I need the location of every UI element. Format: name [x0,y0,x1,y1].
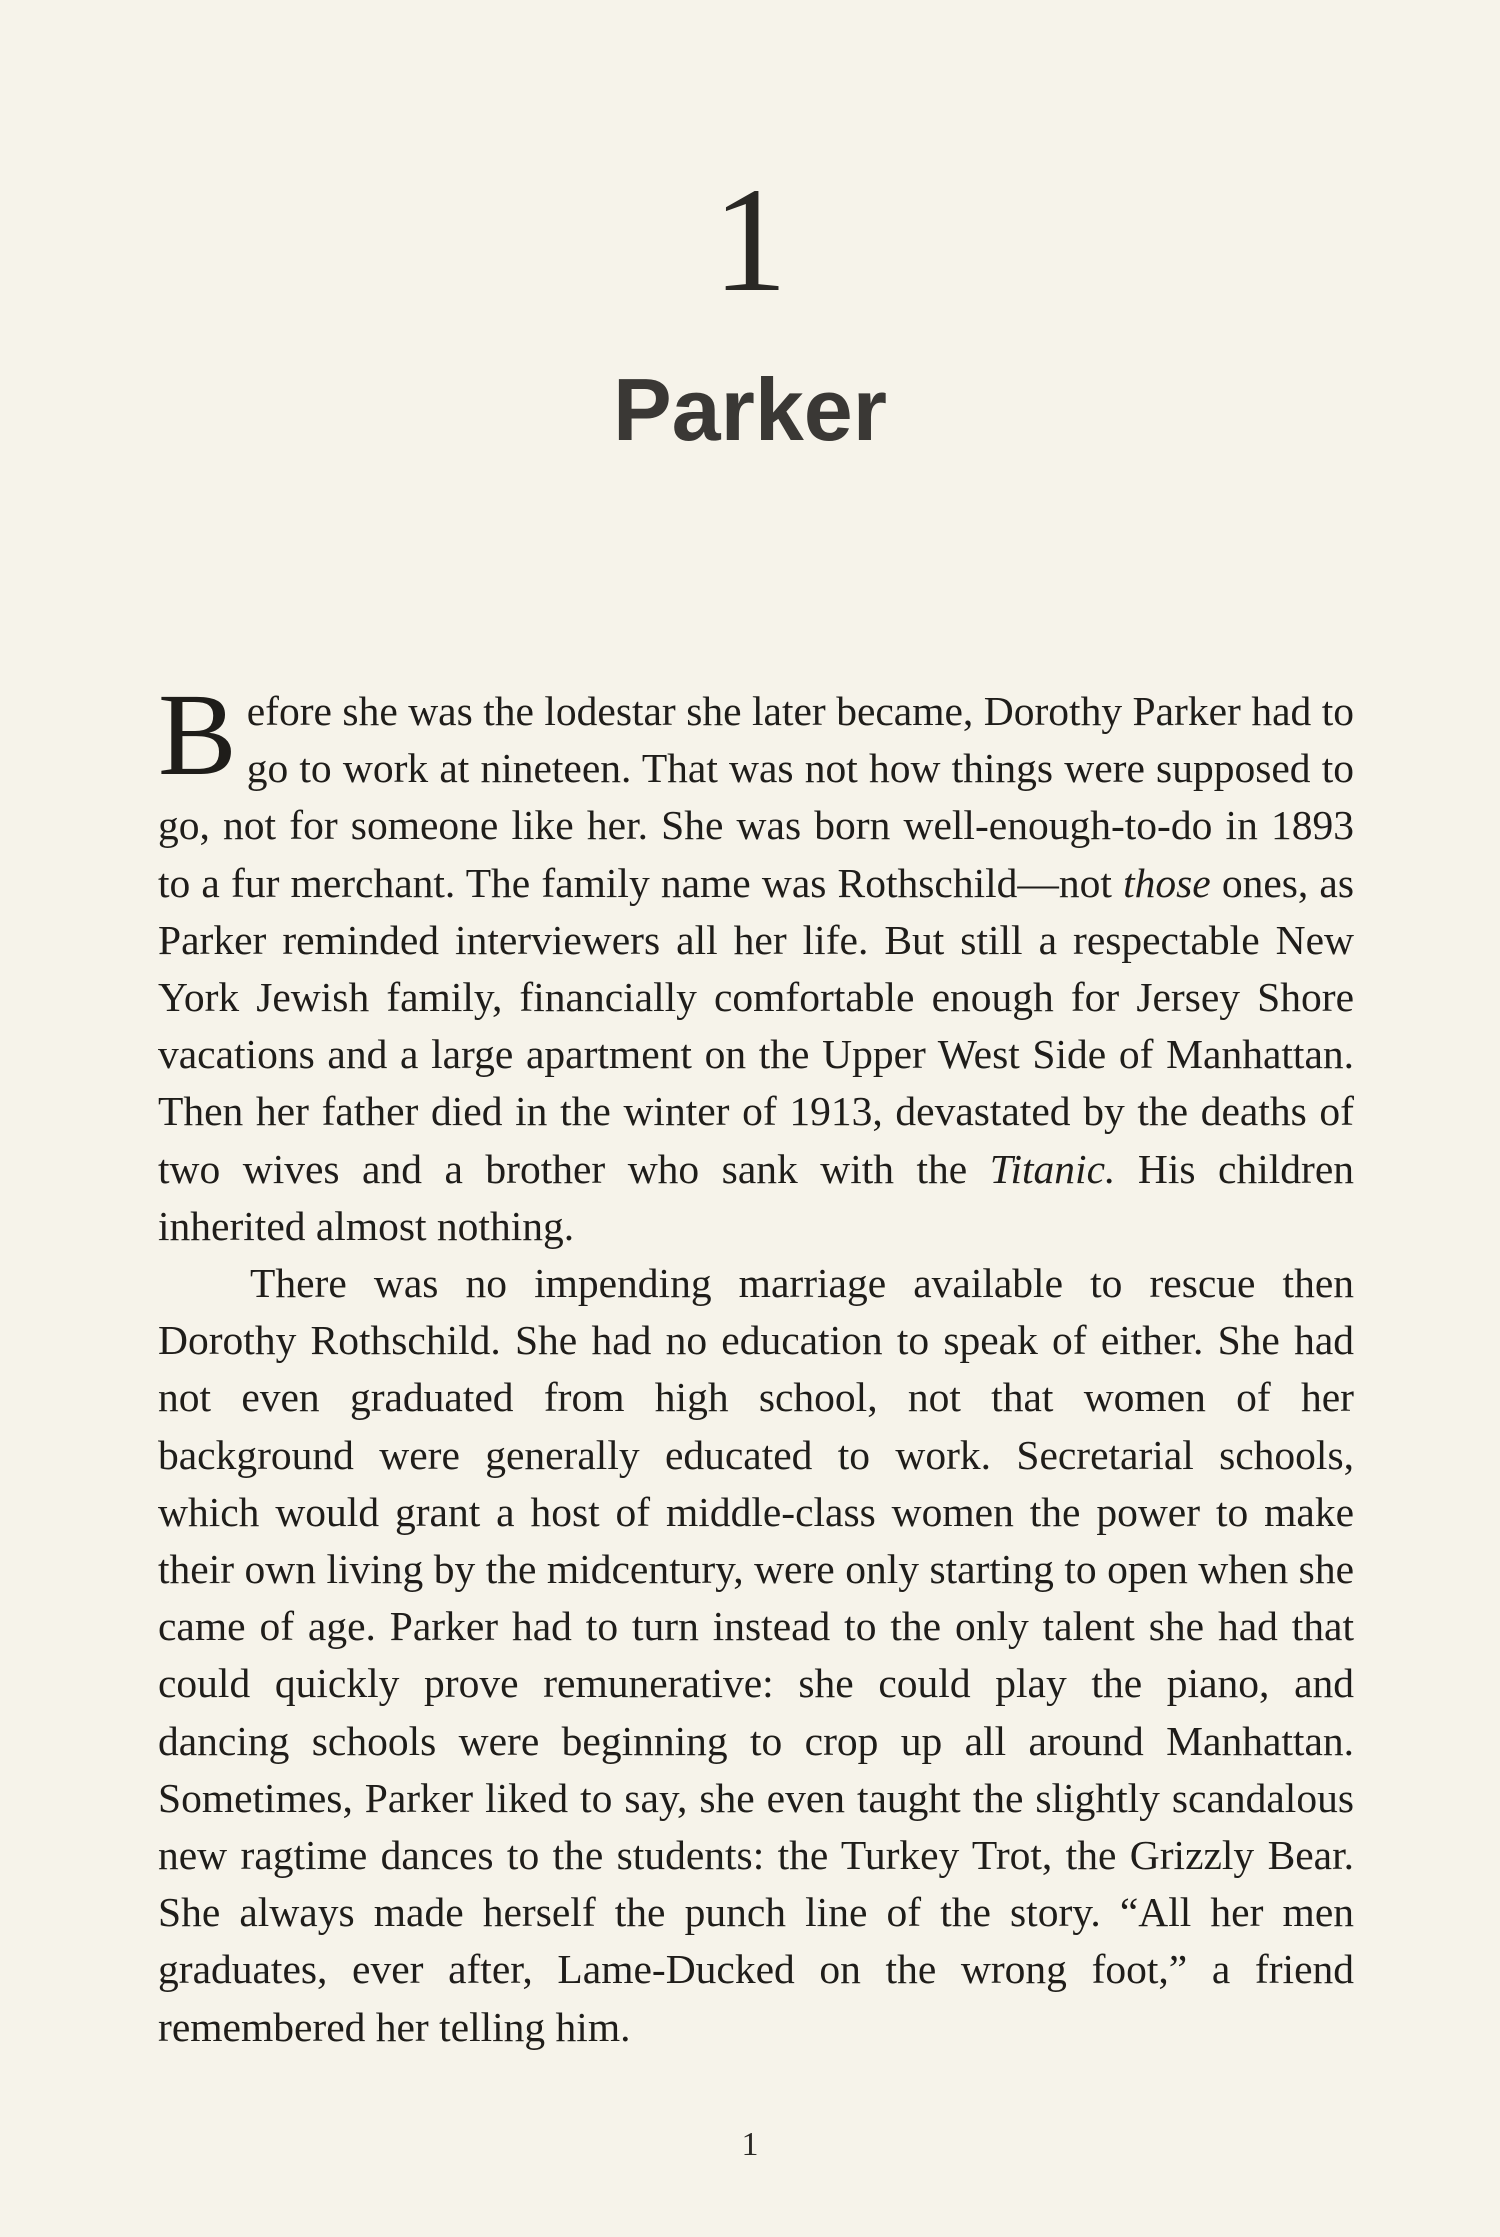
paragraph [158,669,1355,1255]
chapter-number: 1 [712,157,788,323]
italic-text: those [1123,859,1211,906]
paragraph-text: His children inherited almost nothing. [158,1145,1354,1249]
page-number: 1 [741,2126,759,2163]
paragraph-text: ones, as Parker reminded interviewers all her life. But still a respectable New York Jewish family, financially comfortable enough for Jersey Shore vacations and a large apartment on the Upper West Side of Manhattan. Then her father died in the winter of 1913, devastated by the deaths of two wives and a brother who sank with the [158,859,1355,1192]
paragraph-text: Before she was the lodestar she later became, Dorothy Parker had to go to work at nineteen. That was not how things were supposed to go, not for someone like her. She was born well-enough-to-do in 1893 to a fur merchant. The family name was Rothschild—not [158,669,1354,906]
chapter-title: Parker [612,360,887,459]
italic-text: Titanic. [989,1145,1116,1192]
paragraph: There was no impending marriage available to rescue then Dorothy Rothschild. She had no education to speak of either. She had not even graduated from high school, not that women of her background were generally educated to work. Secretarial schools, which would grant a host of middle-class women the power to make their own living by the midcentury, were only starting to open when she came of age. Parker had to turn instead to the only talent she had that could quickly prove remunerative: she could play the piano, and dancing schools were beginning to crop up all around Manhattan. Sometimes, Parker liked to say, she even taught the slightly scandalous new ragtime dances to the students: the Turkey Trot, the Grizzly Bear. She always made herself the punch line of the story. “All her men graduates, ever after, Lame-Ducked on the wrong foot,” a friend remembered her telling him. [158,1260,1354,2050]
chapter-body [158,669,1355,2056]
